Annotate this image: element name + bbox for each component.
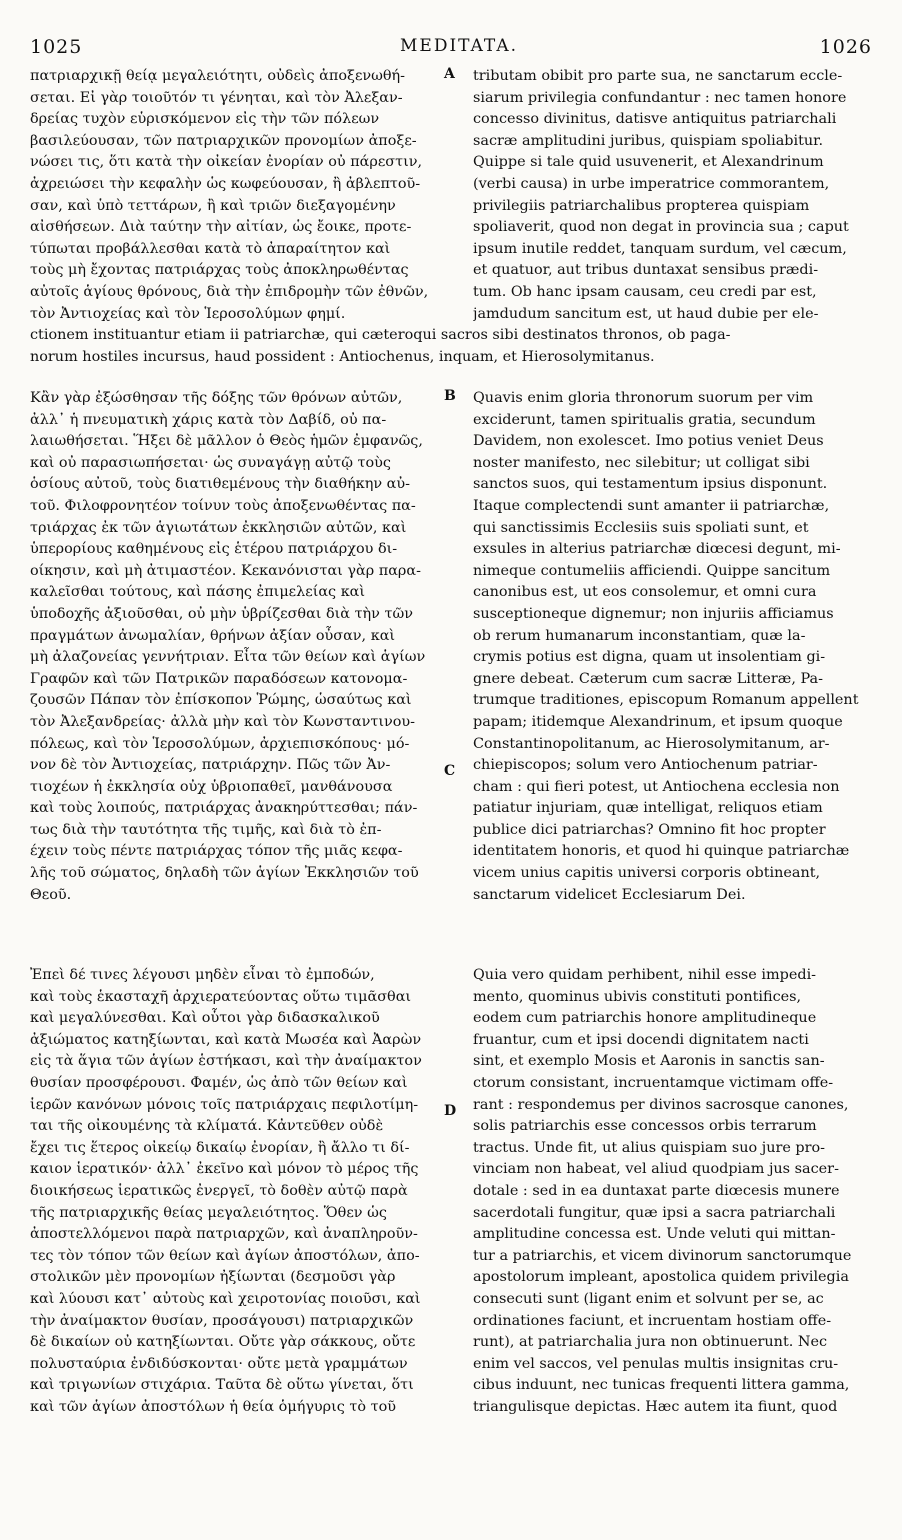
greek-text-line: Κἂν γὰρ ἐξώσθησαν τῆς δόξης τῶν θρόνων αὐτῶν, [30,390,403,406]
section-marker-b: B [444,388,456,404]
latin-text-line: sint, et exemplo Mosis et Aaronis in sanctis san- [473,1053,825,1070]
latin-text-line: vicem unius capitis universi corporis obtineant, [473,865,821,882]
greek-text-line: σαν, καὶ ὑπὸ τεττάρων, ἢ καὶ τριῶν διεξαγομένην [30,197,396,214]
latin-text-line: apostolorum impleant, apostolica quidem privilegia [473,1269,849,1286]
latin-text-line: qui sanctissimis Ecclesiis suis spoliati sunt, et [473,519,809,536]
greek-text-line: αἰσθήσεων. Διὰ ταύτην τὴν αἰτίαν, ὡς ἔοικε, προτε- [30,219,412,236]
greek-text-line: καὶ τοὺς λοιπούς, πατριάρχας ἀνακηρύττεσθαι; πάν- [30,800,418,817]
greek-text-line: εἰς τὰ ἅγια τῶν ἁγίων ἑστήκασι, καὶ τὴν ἀναίμακτον [30,1053,422,1070]
latin-text-line: gnere debeat. Cæterum cum sacræ Litteræ, Pa- [473,670,823,687]
greek-text-line: ται τῆς οἰκουμένης τὰ κλίματά. Κἀντεῦθεν οὐδὲ [30,1118,384,1135]
greek-text-line: πραγμάτων ἀνωμαλίαν, θρήνων ἀξίαν οὖσαν, καὶ [30,627,396,644]
greek-text-line: ζουσῶν Πάπαν τὸν ἐπίσκοπον Ῥώμης, ὡσαύτως καὶ [30,692,412,709]
latin-text-line: papam; itidemque Alexandrinum, et ipsum quoque [473,713,843,730]
section-marker-c: C [444,763,456,779]
greek-text-line: τοῦ. Φιλοφρονητέον τοίνυν τοὺς ἀποξενωθέντας πα- [30,497,416,514]
latin-text-line: cibus induunt, nec tunicas frequenti littera gamma, [473,1377,850,1394]
greek-text-line: μὴ ἀλαζονείας γεννήτριαν. Εἶτα τῶν θείων καὶ ἁγίων [30,649,426,666]
section-marker-a: A [444,66,455,82]
latin-text-line: spoliaverit, quod non degat in provincia sua ; caput [473,219,849,236]
latin-text-line: chiepiscopos; solum vero Antiochenum patriar- [473,757,818,774]
latin-text-line: siarum privilegia confundantur : nec tamen honore [473,89,847,106]
latin-text-line: identitatem honoris, et quod hi quinque patriarchæ [473,843,850,860]
greek-text-line: καλεῖσθαι τούτους, καὶ πάσης ἐπιμελείας καὶ [30,584,366,601]
greek-text-line: καὶ μεγαλύνεσθαι. Καὶ οὗτοι γὰρ διδασκαλικοῦ [30,1010,380,1027]
greek-text-line: θυσίαν προσφέρουσι. Φαμέν, ὡς ἀπὸ τῶν θείων καὶ [30,1074,408,1091]
greek-text-line: καὶ λύουσι κατ᾽ αὐτοὺς καὶ χειροτονίας ποιοῦσι, καὶ [30,1290,421,1307]
latin-text-line: sacerdotali fungitur, quæ ipsi a sacra patriarchali [473,1204,836,1221]
latin-text-line: tum. Ob hanc ipsam causam, ceu credi par est, [473,283,817,300]
latin-text-line: Quia vero quidam perhibent, nihil esse impedi- [473,967,817,983]
latin-text-line: fruantur, cum et ipsi docendi dignitatem nacti [473,1031,809,1048]
latin-text-line: ctorum consistant, incruentamque victimam offe- [473,1074,834,1091]
latin-text-line: sanctarum videlicet Ecclesiarum Dei. [473,886,746,903]
greek-text-line: τὸν Ἀντιοχείας καὶ τὸν Ἱεροσολύμων φημί. [30,305,346,322]
latin-column-block-2 [473,388,878,906]
greek-text-line: τῆς πατριαρχικῆς θείας μεγαλειότητος. Ὅθεν ὡς [30,1204,387,1221]
latin-text-line: sanctos suos, qui testamentum ipsius disponunt. [473,476,828,493]
greek-text-line: βασιλεύουσαν, τῶν πατριαρχικῶν προνομίων ἀποξε- [30,132,417,149]
latin-text-line: et quatuor, aut tribus duntaxat sensibus prædi- [473,262,819,279]
greek-text-line: ὁσίους αὐτοῦ, τοὺς διατιθεμένους τὴν διαθήκην αὐ- [30,476,411,493]
greek-text-line: τύπωται προβάλλεσθαι κατὰ τὸ ἀπαραίτητον καὶ [30,240,391,257]
greek-text-line: λαιωθήσεται. Ἥξει δὲ μᾶλλον ὁ Θεὸς ἡμῶν ἐμφανῶς, [30,433,423,450]
latin-text-line: exciderunt, tamen spiritualis gratia, secundum [473,411,816,428]
greek-text-line: ἀποστελλόμενοι παρὰ πατριαρχῶν, καὶ ἀναπληροῦν- [30,1226,418,1243]
latin-text-line: dotale : sed in ea duntaxat parte diœcesis munere [473,1182,840,1199]
latin-text-line: triangulisque depictas. Hæc autem ita fiunt, quod [473,1398,838,1415]
greek-text-line: ἀχρειώσει τὴν κεφαλὴν ὡς κωφεύουσαν, ἢ ἀβλεπτοῦ- [30,175,421,192]
greek-text-line: καιον ἱερατικόν· ἀλλ᾽ ἐκεῖνο καὶ μόνον τὸ μέρος τῆς [30,1161,419,1178]
latin-text-line: trumque traditiones, episcopum Romanum appellent [473,692,859,709]
greek-text-line: τως διὰ τὴν ταυτότητα τῆς τιμῆς, καὶ διὰ τὸ ἐπ- [30,821,382,838]
latin-text-line: jamdudum sancitum est, ut haud dubie per ele- [473,305,819,322]
latin-text-line: sacræ amplitudini juribus, quispiam spoliabitur. [473,132,824,149]
greek-text-line: πατριαρχικῇ θείᾳ μεγαλειότητι, οὐδεὶς ἀποξενωθή- [30,68,406,84]
latin-text-line: exsules in alterius patriarchæ diœcesi degunt, mi- [473,541,841,558]
latin-text-line: runt), at patriarchalia jura non obtinuerunt. Nec [473,1334,828,1351]
greek-text-line: καὶ τοὺς ἑκασταχῆ ἀρχιερατεύοντας οὕτω τιμᾶσθαι [30,988,412,1005]
latin-text-line: tributam obibit pro parte sua, ne sanctarum eccle- [473,68,843,84]
page-number-right: 1026 [819,36,872,58]
greek-text-line: Ἐπεὶ δέ τινες λέγουσι μηδὲν εἶναι τὸ ἐμποδών, [30,967,375,983]
greek-text-line: καὶ τῶν ἁγίων ἀποστόλων ἡ θεία ὁμήγυρις τὸ τοῦ [30,1398,396,1415]
running-title: MEDITATA. [400,36,519,56]
latin-text-line: Itaque complectendi sunt amanter ii patriarchæ, [473,497,830,514]
greek-text-line: ὑποδοχῆς ἀξιοῦσθαι, οὐ μὴν ὑβρίζεσθαι διὰ τὴν τῶν [30,605,413,622]
latin-text-line: norum hostiles incursus, haud possident : Antiochenus, inquam, et Hierosolymitanus. [30,348,655,365]
greek-text-line: πολυσταύρια ἐνδιδύσκονται· οὔτε μετὰ γραμμάτων [30,1355,408,1372]
greek-text-line: καὶ τριγωνίων στιχάρια. Ταῦτα δὲ οὕτω γίνεται, ὅτι [30,1377,414,1394]
greek-text-line: τιοχέων ἡ ἐκκλησία οὐχ ὑβριοπαθεῖ, μανθάνουσα [30,778,393,795]
latin-text-line: eodem cum patriarchis honore amplitudineque [473,1010,817,1027]
latin-text-line: ob rerum humanarum inconstantiam, quæ la- [473,627,806,644]
latin-text-line: consecuti sunt (ligant enim et solvunt per se, ac [473,1290,824,1307]
latin-text-line: susceptioneque dignemur; non injuriis afficiamus [473,605,834,622]
greek-column-block-2 [30,388,454,906]
latin-text-line: noster manifesto, nec silebitur; ut colligat sibi [473,454,810,471]
greek-text-line: έχειν τοὺς πέντε πατριάρχας τόπον τῆς μιᾶς κεφα- [30,843,403,860]
greek-text-line: στολικῶν μὲν προνομίων ἠξίωνται (δεσμοῦσι γὰρ [30,1269,396,1286]
latin-text-line: nimeque contumeliis afficiendi. Quippe sancitum [473,562,831,579]
latin-column-block-3 [473,965,878,1418]
latin-text-line: cham : qui fieri potest, ut Antiochena ecclesia non [473,778,840,795]
latin-text-line: solis patriarchis esse concessos orbis terrarum [473,1118,817,1135]
greek-column-block-3 [30,965,457,1418]
greek-text-line: σεται. Εἰ γὰρ τοιοῦτόν τι γένηται, καὶ τὸν Ἀλεξαν- [30,89,403,106]
latin-text-line: privilegiis patriarchalibus propterea quispiam [473,197,810,214]
latin-text-line: publice dici patriarchas? Omnino fit hoc propter [473,821,826,838]
greek-text-line: Θεοῦ. [30,886,72,903]
greek-text-line: νώσει τις, ὅτι κατὰ τὴν οἰκείαν ἐνορίαν οὐ πάρεστιν, [30,154,423,171]
greek-text-line: νον δὲ τὸν Ἀντιοχείας, πατριάρχην. Πῶς τῶν Ἀν- [30,757,391,774]
greek-text-line: τριάρχας ἐκ τῶν ἁγιωτάτων ἐκκλησιῶν αὐτῶν, καὶ [30,519,407,536]
greek-text-line: οίκησιν, καὶ μὴ ἀτιμαστέον. Κεκανόνισται γὰρ παρα- [30,562,421,579]
latin-text-line: canonibus est, ut eos consolemur, et omni cura [473,584,817,601]
greek-text-line: τὸν Ἀλεξανδρείας· ἀλλὰ μὴν καὶ τὸν Κωνσταντινου- [30,713,415,730]
greek-text-line: ἱερῶν κανόνων μόνοις τοῖς πατριάρχαις πεφιλοτίμη- [30,1096,419,1113]
latin-text-line: mento, quominus ubivis constituti pontifices, [473,988,802,1005]
latin-text-line: tur a patriarchis, et vicem divinorum sanctorumque [473,1247,852,1264]
latin-text-line: ctionem instituantur etiam ii patriarchæ, qui cæteroqui sacros sibi destinatos thronos, ob paga- [30,327,731,343]
section-marker-d: D [444,1103,457,1119]
latin-text-line: (verbi causa) in urbe imperatrice commorantem, [473,175,830,192]
latin-text-line: Davidem, non exolescet. Imo potius veniet Deus [473,433,824,450]
latin-text-line: rant : respondemus per divinos sacrosque canones, [473,1096,849,1113]
latin-text-line: tractus. Unde fit, ut alius quispiam suo jure pro- [473,1139,826,1156]
latin-text-line: ipsum inutile reddet, tanquam surdum, vel cæcum, [473,240,847,257]
greek-text-line: Γραφῶν καὶ τῶν Πατρικῶν παραδόσεων κατονομα- [30,670,408,687]
greek-text-line: λῆς τοῦ σώματος, δηλαδὴ τῶν ἁγίων Ἐκκλησιῶν τοῦ [30,865,419,882]
latin-text-line: Constantinopolitanum, ac Hierosolymitanum, ar- [473,735,830,752]
latin-text-line: enim vel saccos, vel penulas multis insignitas cru- [473,1355,839,1372]
greek-text-line: δρείας τυχὸν εὑρισκόμενον εἰς τὴν τῶν πόλεων [30,111,380,128]
greek-text-line: ὑπερορίους καθημένους εἰς ἑτέρου πατριάρχου δι- [30,541,398,558]
latin-text-line: Quippe si tale quid usuvenerit, et Alexandrinum [473,154,824,171]
latin-text-line: ordinationes faciunt, et incruentam hostiam offe- [473,1312,832,1329]
latin-text-line: amplitudine concessa est. Unde veluti qui mittan- [473,1226,836,1243]
greek-text-line: ἔχει τις ἕτερος οἰκείῳ δικαίῳ ἐνορίαν, ἢ ἄλλο τι δί- [30,1139,410,1156]
greek-text-line: τες τὸν τόπον τῶν θείων καὶ ἁγίων ἀποστόλων, ἀπο- [30,1247,420,1264]
latin-text-line: concesso divinitus, datisve antiquitus patriarchali [473,111,837,128]
greek-column-block-1 [30,66,454,325]
greek-text-line: δὲ δικαίων οὐ κατηξίωνται. Οὔτε γὰρ σάκκους, οὔτε [30,1334,416,1351]
greek-text-line: ἀλλ᾽ ἡ πνευματικὴ χάρις κατὰ τὸν Δαβίδ, οὐ πα- [30,411,387,428]
greek-text-line: ἀξιώματος κατηξίωνται, καὶ κατὰ Μωσέα καὶ Ἀαρὼν [30,1031,422,1048]
greek-text-line: πόλεως, καὶ τὸν Ἱεροσολύμων, ἀρχιεπισκόπους· μό- [30,735,410,752]
latin-column-block-1 [473,66,878,325]
page-number-left: 1025 [30,36,83,58]
latin-text-line: patiatur injuriam, quæ intelligat, reliquos etiam [473,800,823,817]
greek-text-line: καὶ οὐ παρασιωπήσεται· ὡς συναγάγῃ αὐτῷ τοὺς [30,454,391,471]
greek-text-line: διοικήσεως ἱερατικῶς ἐνεργεῖ, τὸ δοθὲν αὐτῷ παρὰ [30,1182,408,1199]
greek-text-line: αὐτοῖς ἁγίους θρόνους, διὰ τὴν ἐπιδρομὴν τῶν ἐθνῶν, [30,283,429,300]
latin-text-line: vinciam non habeat, vel aliud quodpiam jus sacer- [473,1161,839,1178]
latin-fullwidth-block-1 [30,325,878,368]
greek-text-line: τὴν ἀναίμακτον θυσίαν, προσάγουσι) πατριαρχικῶν [30,1312,414,1329]
greek-text-line: τοὺς μὴ ἔχοντας πατριάρχας τοὺς ἀποκληρωθέντας [30,262,409,279]
latin-text-line: crymis potius est digna, quam ut insolentiam gi- [473,649,826,666]
latin-text-line: Quavis enim gloria thronorum suorum per vim [473,390,814,406]
